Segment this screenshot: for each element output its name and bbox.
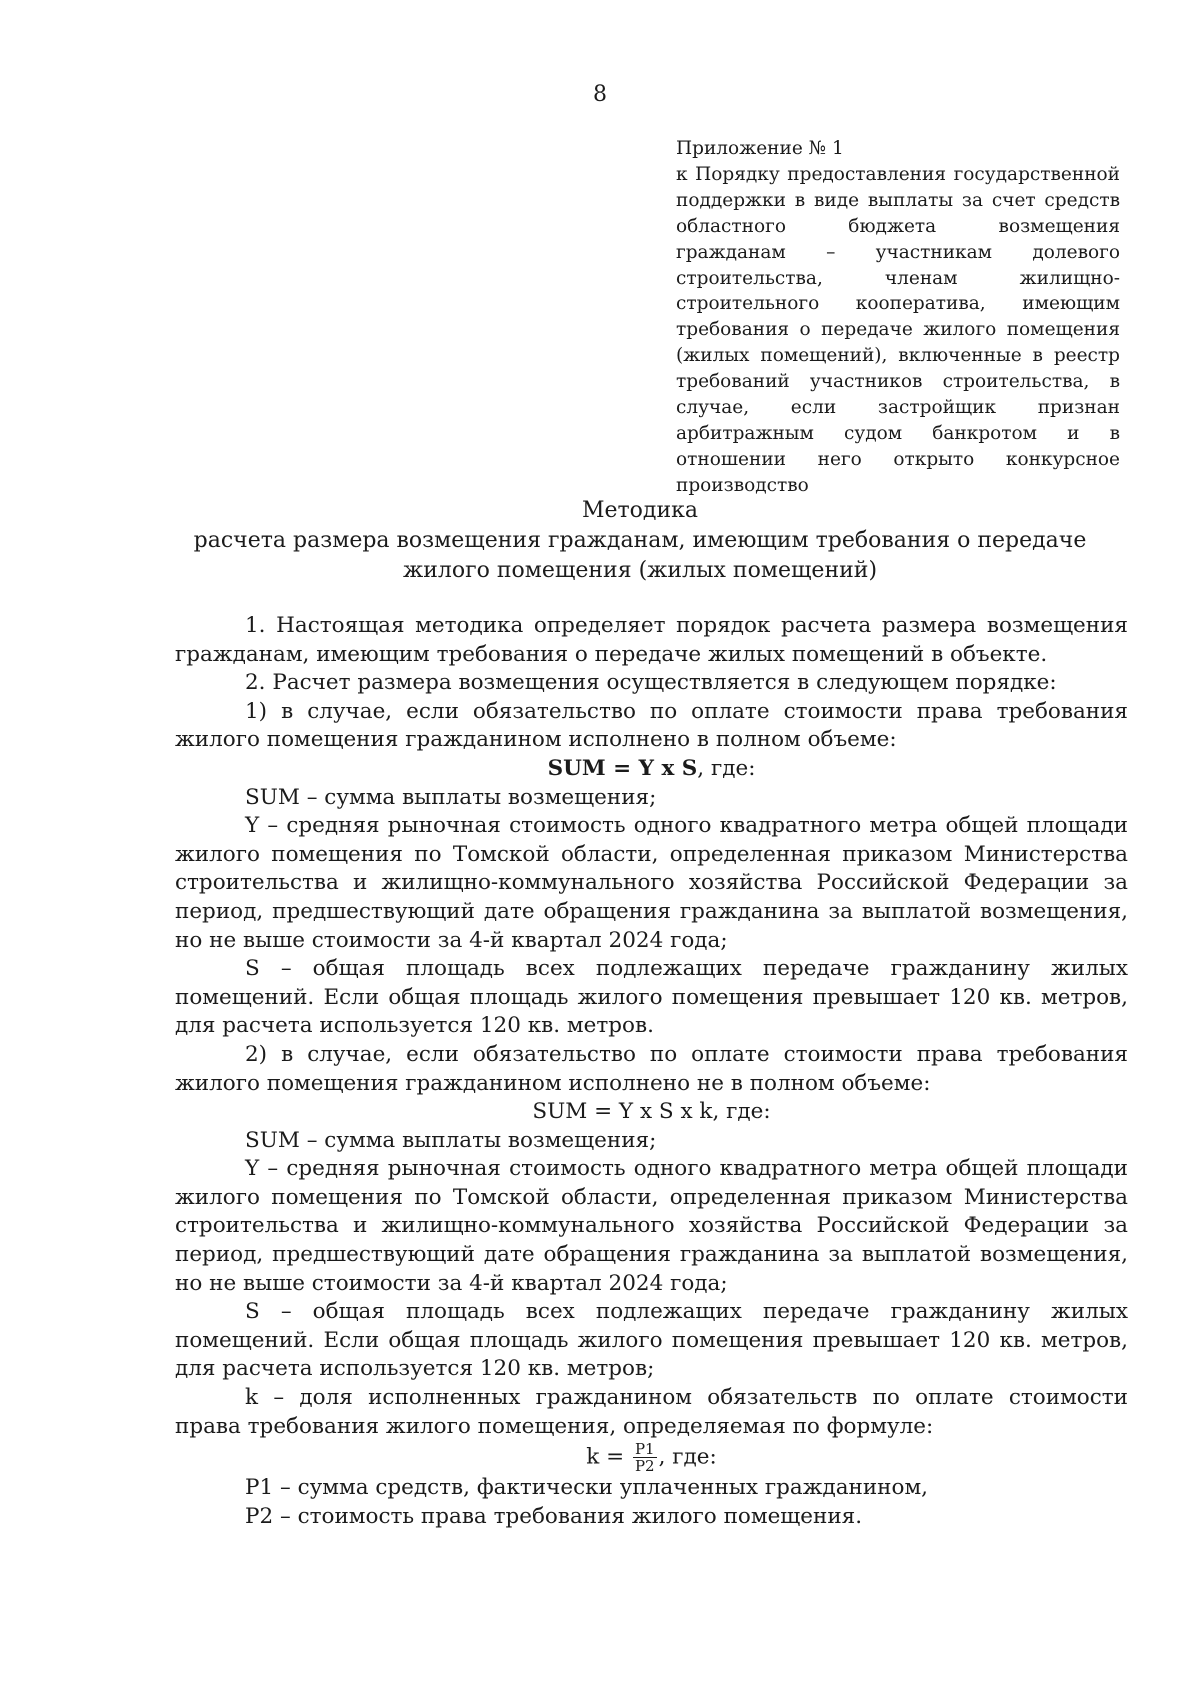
heading-title: Методика	[581, 498, 699, 523]
page-number: 8	[593, 82, 607, 107]
formula-sum-full-expr: SUM = Y x S	[547, 755, 698, 781]
formula-sum-full-suffix: , где:	[697, 755, 756, 781]
formula-k-lhs: k =	[586, 1444, 625, 1470]
paragraph-2: 2. Расчет размера возмещения осуществляется в следующем порядке:	[245, 670, 1057, 696]
heading-subtitle: расчета размера возмещения гражданам, имеющим требования о передаче жилого помещения (жилых помещений)	[193, 528, 1087, 583]
case-2-s-definition: S – общая площадь всех подлежащих передаче гражданину жилых помещений. Если общая площадь жилого помещения превышает 120 кв. метров, для расчета используется 120 кв. метров;	[175, 1299, 1128, 1382]
formula-sum-partial: SUM = Y x S x k, где:	[532, 1099, 771, 1125]
formula-sum-full	[175, 755, 1128, 784]
formula-k-fraction	[633, 1441, 657, 1474]
formula-k-suffix: , где:	[658, 1444, 717, 1470]
document-body	[175, 612, 1128, 1531]
appendix-block	[676, 136, 1120, 499]
p2-definition: P2 – стоимость права требования жилого помещения.	[245, 1503, 863, 1529]
case-2-sum-definition: SUM – сумма выплаты возмещения;	[245, 1127, 657, 1153]
appendix-body: к Порядку предоставления государственной поддержки в виде выплаты за счет средств областного бюджета возмещения гражданам – участникам долевого строительства, членам жилищно-строительного кооператива, имеющим требования о передаче жилого помещения (жилых помещений), включенные в реестр требований участников строительства, в случае, если застройщик признан арбитражным судом банкротом и в отношении него открыто конкурсное производство	[676, 163, 1120, 496]
case-2-intro: 2) в случае, если обязательство по оплате стоимости права требования жилого помещения гражданином исполнено не в полном объеме:	[175, 1041, 1128, 1096]
p1-definition: P1 – сумма средств, фактически уплаченных гражданином,	[245, 1475, 929, 1501]
case-1-sum-definition: SUM – сумма выплаты возмещения;	[245, 784, 657, 810]
case-1-s-definition: S – общая площадь всех подлежащих передаче гражданину жилых помещений. Если общая площадь жилого помещения превышает 120 кв. метров, для расчета используется 120 кв. метров.	[175, 956, 1128, 1039]
formula-k	[175, 1441, 1128, 1474]
paragraph-1: 1. Настоящая методика определяет порядок расчета размера возмещения гражданам, имеющим требования о передаче жилых помещений в объекте.	[175, 613, 1128, 667]
formula-k-denominator: P2	[634, 1457, 655, 1476]
case-2-y-definition: Y – средняя рыночная стоимость одного квадратного метра общей площади жилого помещения по Томской области, определенная приказом Министерства строительства и жилищно-коммунального хозяйства Российской Федерации за период, предшествующий дате обращения гражданина за выплатой возмещения, но не выше стоимости за 4-й квартал 2024 года;	[175, 1156, 1128, 1296]
case-1-intro: 1) в случае, если обязательство по оплате стоимости права требования жилого помещения гражданином исполнено в полном объеме:	[175, 698, 1128, 753]
case-2-k-definition: k – доля исполненных гражданином обязательств по оплате стоимости права требования жилого помещения, определяемая по формуле:	[175, 1385, 1128, 1439]
formula-k-numerator: P1	[634, 1440, 655, 1459]
appendix-title: Приложение № 1	[676, 138, 844, 159]
document-heading	[175, 496, 1105, 586]
case-1-y-definition: Y – средняя рыночная стоимость одного квадратного метра общей площади жилого помещения по Томской области, определенная приказом Министерства строительства и жилищно-коммунального хозяйства Российской Федерации за период, предшествующий дате обращения гражданина за выплатой возмещения, но не выше стоимости за 4-й квартал 2024 года;	[175, 813, 1128, 953]
